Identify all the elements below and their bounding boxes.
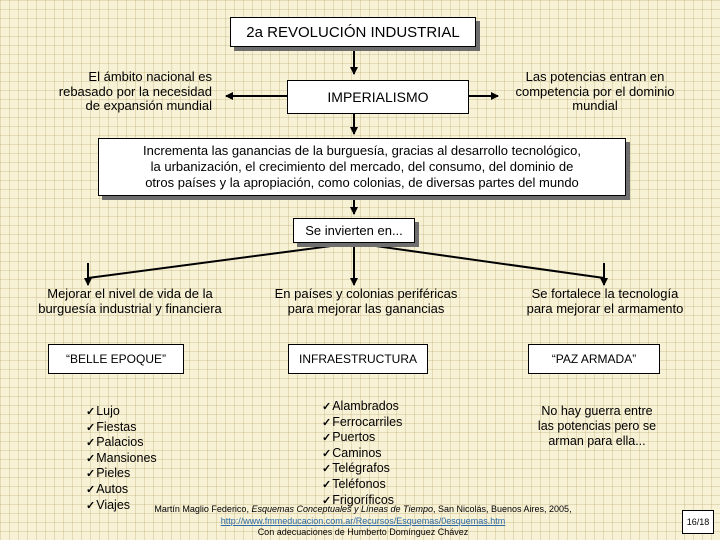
infraestructura-box <box>288 344 428 374</box>
left-note <box>20 70 212 114</box>
list-item: ✓ Telégrafos <box>322 461 402 477</box>
branch-mid-heading-line: En países y colonias periféricas <box>274 286 458 301</box>
left-note-line: El ámbito nacional es <box>88 69 212 84</box>
main-box <box>98 138 626 196</box>
infraestructura-list <box>322 399 402 508</box>
branch-mid-heading-line: para mejorar las ganancias <box>287 300 445 316</box>
right-note-line: competencia por el dominio <box>515 83 675 99</box>
branch-line-right <box>354 243 604 278</box>
invest-box <box>293 218 415 243</box>
branch-line-left <box>88 243 354 278</box>
credit-line-1: Martín Maglio Federico, Esquemas Conceptuales y Líneas de Tiempo, San Nicolás, Buenos Aires, 2005, <box>154 504 572 514</box>
right-note-line: Las potencias entran en <box>525 69 665 84</box>
list-item: ✓ Caminos <box>322 446 402 462</box>
list-item: ✓ Puertos <box>322 430 402 446</box>
center-text: IMPERIALISMO <box>327 89 429 105</box>
credit-line-2 <box>148 516 578 528</box>
credit-line-3: Con adecuaciones de Humberto Domínguez Chávez <box>257 527 469 537</box>
branch-right-heading-line: Se fortalece la tecnología <box>531 286 679 301</box>
list-item: ✓ Alambrados <box>322 399 402 415</box>
branch-left-heading-line: burguesía industrial y financiera <box>38 300 222 316</box>
list-item: ✓ Autos <box>86 482 157 498</box>
main-line: Incrementa las ganancias de la burguesía, gracias al desarrollo tecnológico, <box>143 143 581 159</box>
source-link[interactable]: http://www.fmmeducacion.com.ar/Recursos/Esquemas/0esquemas.htm <box>220 515 506 526</box>
list-item: ✓ Frigoríficos <box>322 493 402 509</box>
left-note-line: de expansión mundial <box>85 98 212 114</box>
branch-mid-heading <box>244 287 488 316</box>
title-text: 2a REVOLUCIÓN INDUSTRIAL <box>246 23 460 41</box>
paz-armada-label: “PAZ ARMADA” <box>551 352 637 366</box>
main-line: la urbanización, el crecimiento del mercado, del consumo, del dominio de <box>150 159 574 175</box>
list-item: ✓ Palacios <box>86 435 157 451</box>
belle-epoque-label: “BELLE EPOQUE” <box>65 352 167 366</box>
left-note-line: rebasado por la necesidad <box>58 83 212 99</box>
list-item: ✓ Teléfonos <box>322 477 402 493</box>
paz-armada-note <box>512 404 682 448</box>
list-item: ✓ Ferrocarriles <box>322 415 402 431</box>
right-note-line: mundial <box>572 98 618 114</box>
infraestructura-label: INFRAESTRUCTURA <box>298 352 417 366</box>
branch-left-heading-line: Mejorar el nivel de vida de la <box>47 286 213 301</box>
list-item: ✓ Fiestas <box>86 420 157 436</box>
source-credit <box>148 504 578 539</box>
paz-armada-note-line: arman para ella... <box>548 433 646 448</box>
paz-armada-box <box>528 344 660 374</box>
list-item: ✓ Mansiones <box>86 451 157 467</box>
main-line: otros países y la apropiación, como colonias, de diversas partes del mundo <box>145 174 579 190</box>
branch-right-heading <box>500 287 710 316</box>
belle-epoque-box <box>48 344 184 374</box>
invest-text: Se invierten en... <box>305 223 403 238</box>
center-box <box>287 80 469 114</box>
branch-right-heading-line: para mejorar el armamento <box>526 300 684 316</box>
paz-armada-note-line: No hay guerra entre <box>541 404 653 418</box>
branch-left-heading <box>14 287 246 316</box>
title-box <box>230 17 476 47</box>
right-note <box>498 70 692 114</box>
list-item: ✓ Lujo <box>86 404 157 420</box>
page-number: 16/18 <box>682 510 714 534</box>
list-item: ✓ Viajes <box>86 498 157 514</box>
belle-epoque-list <box>86 404 157 513</box>
paz-armada-note-line: las potencias pero se <box>537 418 657 433</box>
list-item: ✓ Pieles <box>86 466 157 482</box>
